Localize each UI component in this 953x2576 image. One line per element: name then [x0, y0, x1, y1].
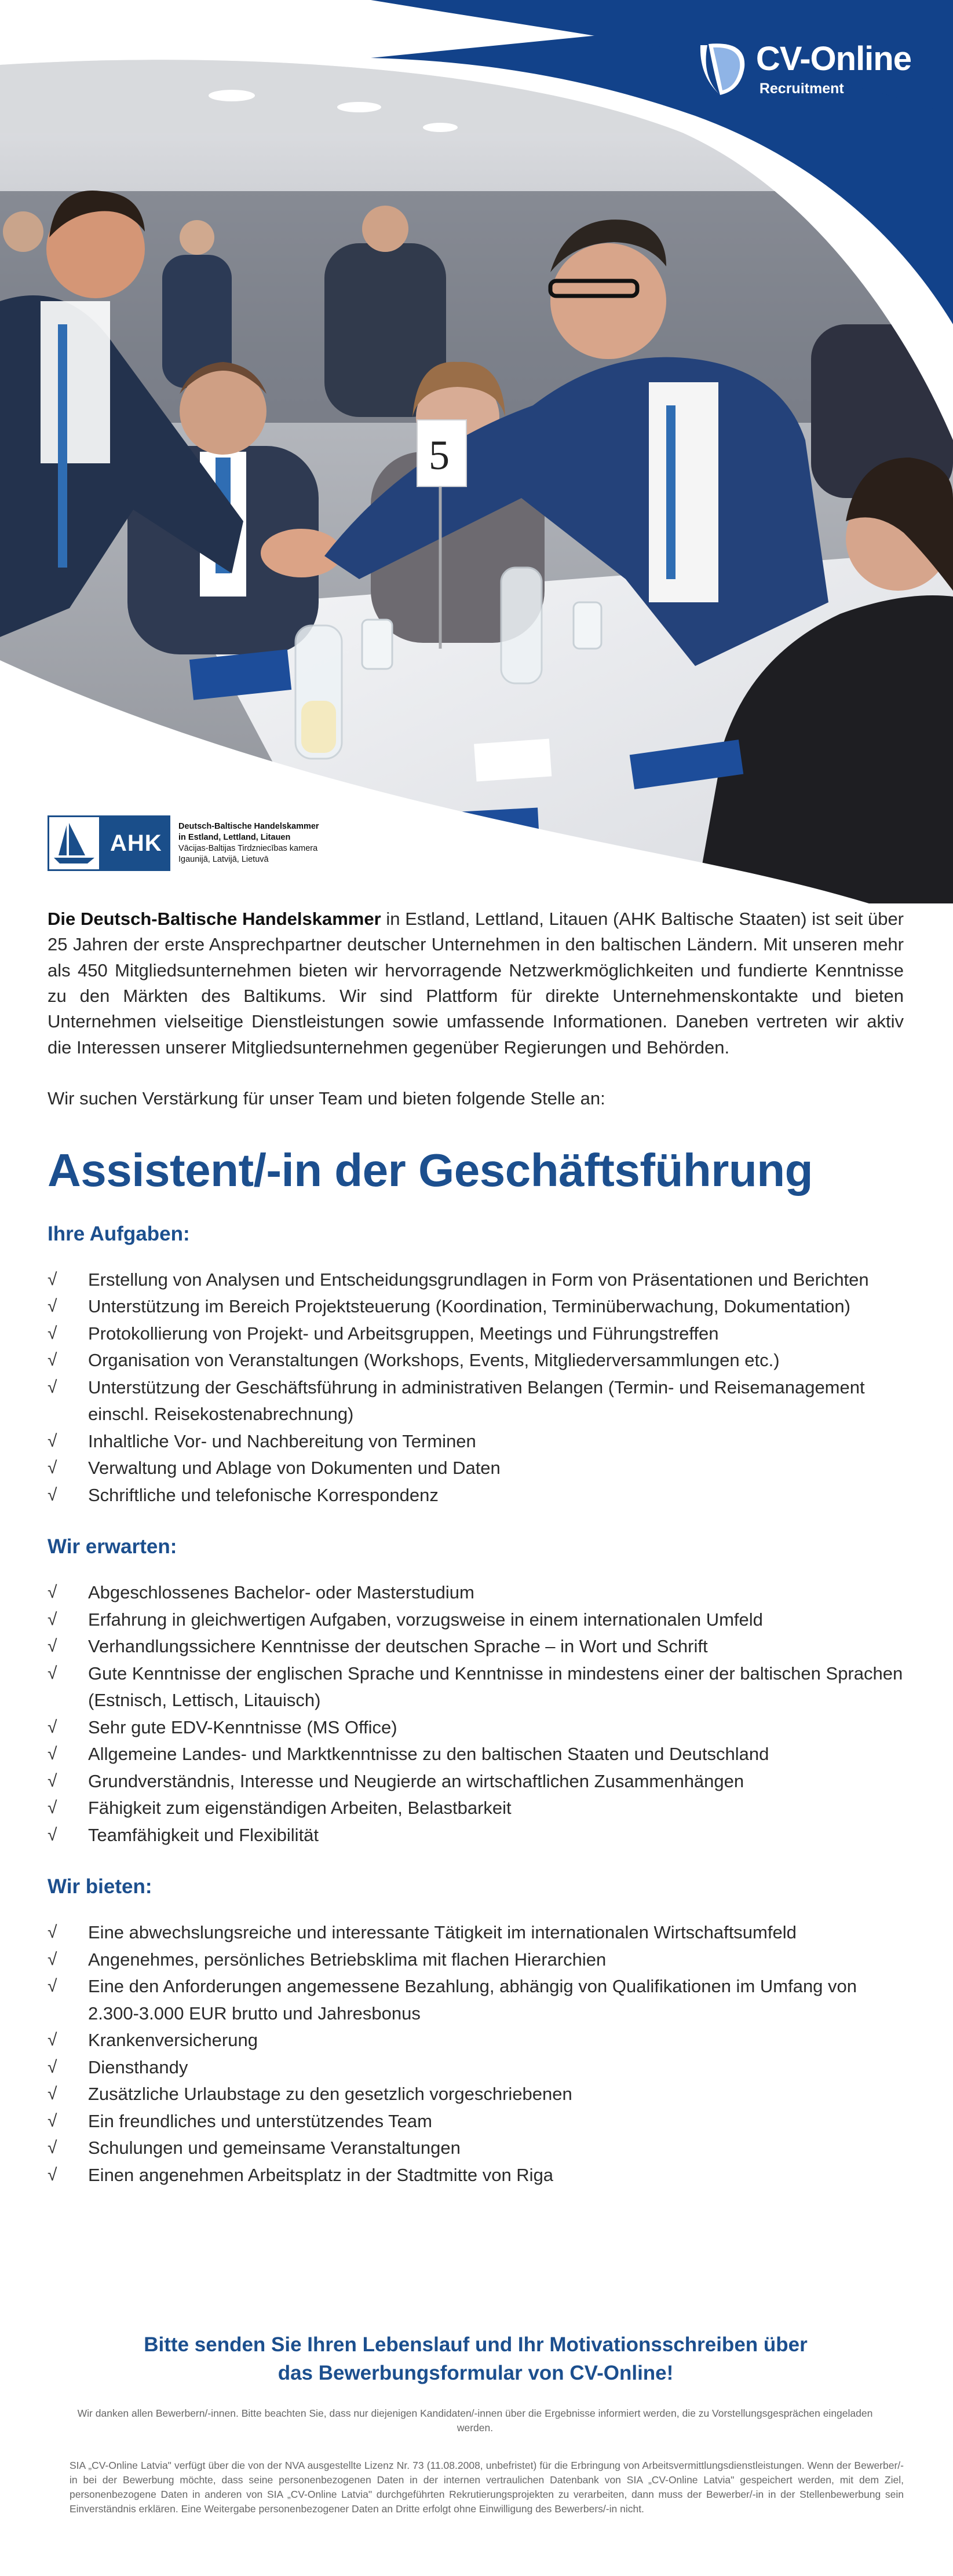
list-item [48, 1347, 904, 1374]
list-item [48, 2108, 904, 2135]
list-item-text: Organisation von Veranstaltungen (Workshops, Events, Mitgliederversammlungen etc.) [88, 1350, 780, 1371]
check-icon: √ [48, 1485, 57, 1505]
list-item-text: Ein freundliches und unterstützendes Team [88, 2110, 432, 2131]
ahk-abbr: AHK [110, 830, 162, 856]
check-icon: √ [48, 1923, 57, 1942]
ship-icon [48, 815, 101, 871]
check-icon: √ [48, 1977, 57, 1996]
legal-note: SIA „CV-Online Latvia" verfügt über die von der NVA ausgestellte Lizenz Nr. 73 (11.08.2008, unbefristet) für die Erbringung von Arbeitsvermittlungsdienstleistungen. Wenn der Bewerber/-in bei der Bewerbung möchte, dass seine personenbezogenen Daten in der internen vertraulichen Datenbank von SIA „CV-Online Latvia" gespeichert werden, mit dem Ziel, personenbezogene Daten in anderen von SIA „CV-Online Latvia" durchgeführten Rekrutierungsprojekten zu verarbeiten, dann muss der Bewerber/-in in der Stellenbewerbung sein Einverständnis erklären. Eine Weitergabe personenbezogener Daten an Dritte erfolgt ohne Einwilligung des Bewerbers/-in nicht. [70, 2460, 904, 2515]
check-icon: √ [48, 1431, 57, 1451]
list-item-text: Eine abwechslungsreiche und interessante Tätigkeit im internationalen Wirtschaftsumfeld [88, 1922, 797, 1943]
list-item-text: Grundverständnis, Interesse und Neugierde an wirtschaftlichen Zusammenhängen [88, 1770, 744, 1791]
list-item-text: Angenehmes, persönliches Betriebsklima mit flachen Hierarchien [88, 1949, 607, 1970]
list-item-text: Erstellung von Analysen und Entscheidungsgrundlagen in Form von Präsentationen und Berichten [88, 1269, 869, 1290]
list-item [48, 2135, 904, 2162]
check-icon: √ [48, 1297, 57, 1316]
check-icon: √ [48, 1717, 57, 1737]
tasks-list [48, 1267, 904, 1509]
check-icon: √ [48, 1583, 57, 1602]
list-item-text: Sehr gute EDV-Kenntnisse (MS Office) [88, 1717, 397, 1737]
check-icon: √ [48, 2138, 57, 2158]
thanks-note: Wir danken allen Bewerbern/-innen. Bitte beachten Sie, dass nur diejenigen Kandidaten/-innen über die Ergebnisse informiert werden, die zu Vorstellungsgesprächen eingeladen werden. [77, 2407, 873, 2434]
check-icon: √ [48, 1323, 57, 1343]
ahk-line2: in Estland, Lettland, Litauen [178, 833, 291, 843]
check-icon: √ [48, 1771, 57, 1791]
list-item-text: Fähigkeit zum eigenständigen Arbeiten, Belastbarkeit [88, 1798, 512, 1818]
list-item [48, 1428, 904, 1455]
list-item-text: Zusätzliche Urlaubstage zu den gesetzlich vorgeschriebenen [88, 2084, 572, 2105]
check-icon: √ [48, 1744, 57, 1764]
list-item-text: Diensthandy [88, 2057, 188, 2077]
cta-line1: Bitte senden Sie Ihren Lebenslauf und Ihr Motivationsschreiben über [144, 2333, 808, 2356]
section-heading-offer: Wir bieten: [48, 1875, 152, 1898]
cv-online-logo [695, 41, 911, 98]
list-item-text: Unterstützung im Bereich Projektsteuerung (Koordination, Terminüberwachung, Dokumentation) [88, 1296, 850, 1317]
list-item-text: Allgemeine Landes- und Marktkenntnisse zu den baltischen Staaten und Deutschland [88, 1744, 769, 1765]
check-icon: √ [48, 2111, 57, 2131]
check-icon: √ [48, 1949, 57, 1969]
ahk-logo [48, 815, 319, 871]
check-icon: √ [48, 1377, 57, 1397]
ahk-badge [48, 815, 170, 871]
call-to-action [48, 2330, 904, 2387]
check-icon: √ [48, 2084, 57, 2104]
list-item [48, 1795, 904, 1822]
list-item [48, 1973, 904, 2027]
company-intro [48, 906, 904, 1060]
list-item-text: Abgeschlossenes Bachelor- oder Masterstudium [88, 1582, 474, 1603]
check-icon: √ [48, 1609, 57, 1629]
check-icon: √ [48, 1663, 57, 1683]
list-item-text: Erfahrung in gleichwertigen Aufgaben, vorzugsweise in einem internationalen Umfeld [88, 1609, 763, 1630]
list-item [48, 2081, 904, 2108]
company-name: Die Deutsch-Baltische Handelskammer [48, 909, 381, 929]
list-item [48, 2027, 904, 2054]
check-icon: √ [48, 2165, 57, 2185]
list-item-text: Verhandlungssichere Kenntnisse der deutschen Sprache – in Wort und Schrift [88, 1636, 708, 1657]
brand-name: CV-Online [755, 39, 911, 78]
job-ad-content [48, 906, 904, 2189]
check-icon: √ [48, 1269, 57, 1289]
list-item-text: Inhaltliche Vor- und Nachbereitung von Terminen [88, 1430, 476, 1451]
ahk-line4: Igaunijā, Latvijā, Lietuvā [178, 854, 269, 864]
list-item [48, 1660, 904, 1714]
table-number-text: 5 [429, 432, 450, 478]
offer-list [48, 1919, 904, 2189]
list-item [48, 1374, 904, 1428]
hero-banner [0, 0, 953, 903]
list-item [48, 1267, 904, 1294]
list-item [48, 1607, 904, 1634]
list-item-text: Schulungen und gemeinsame Veranstaltungen [88, 2138, 461, 2158]
brand-tagline: Recruitment [759, 80, 844, 97]
list-item [48, 1293, 904, 1320]
list-item-text: Unterstützung der Geschäftsführung in administrativen Belangen (Termin- und Reisemanagement einschl. Reisekostenabrechnung) [88, 1377, 865, 1425]
list-item [48, 1768, 904, 1795]
check-icon: √ [48, 1458, 57, 1478]
list-item [48, 1579, 904, 1607]
ahk-line3: Vācijas-Baltijas Tirdzniecības kamera [178, 844, 318, 853]
list-item-text: Protokollierung von Projekt- und Arbeitsgruppen, Meetings und Führungstreffen [88, 1323, 719, 1344]
list-item-text: Einen angenehmen Arbeitsplatz in der Stadtmitte von Riga [88, 2164, 554, 2185]
job-title: Assistent/-in der Geschäftsführung [48, 1144, 813, 1196]
list-item-text: Teamfähigkeit und Flexibilität [88, 1824, 319, 1845]
expectations-list [48, 1579, 904, 1849]
list-item [48, 1714, 904, 1741]
list-item-text: Eine den Anforderungen angemessene Bezahlung, abhängig von Qualifikationen im Umfang von 2.300-3.000 EUR brutto und Jahresbonus [88, 1976, 857, 2024]
list-item [48, 1919, 904, 1946]
cv-online-logo-mark-icon [695, 41, 750, 98]
list-item-text: Gute Kenntnisse der englischen Sprache und Kenntnisse in mindestens einer der baltischen Sprachen (Estnisch, Lettisch, Litauisch) [88, 1663, 903, 1711]
list-item [48, 2162, 904, 2189]
ahk-name-block [178, 821, 319, 865]
section-heading-expect: Wir erwarten: [48, 1535, 177, 1558]
list-item [48, 1822, 904, 1849]
cta-line2: das Bewerbungsformular von CV-Online! [277, 2362, 674, 2384]
check-icon: √ [48, 2057, 57, 2077]
check-icon: √ [48, 2030, 57, 2050]
company-description: in Estland, Lettland, Litauen (AHK Baltische Staaten) ist seit über 25 Jahren der erste Ansprechpartner deutscher Unternehmen in den baltischen Ländern. Mit unseren mehr als 450 Mitgliedsunternehmen bieten wir hervorragende Netzwerkmöglichkeiten und fundierte Kenntnisse zu den Märkten des Baltikums. Wir sind Plattform für direkte Unternehmenskontakte und bieten Unternehmen vielseitige Dienstleistungen sowie umfassende Informationen. Daneben vertreten wir aktiv die Interessen unserer Mitgliedsunternehmen gegenüber Regierungen und Behörden. [48, 909, 904, 1058]
list-item [48, 2054, 904, 2081]
check-icon: √ [48, 1825, 57, 1845]
section-heading-tasks: Ihre Aufgaben: [48, 1222, 190, 1245]
list-item [48, 1455, 904, 1482]
list-item-text: Schriftliche und telefonische Korrespondenz [88, 1484, 439, 1505]
check-icon: √ [48, 1798, 57, 1818]
check-icon: √ [48, 1637, 57, 1656]
list-item [48, 1320, 904, 1348]
list-item [48, 1946, 904, 1974]
check-icon: √ [48, 1351, 57, 1370]
list-item [48, 1741, 904, 1768]
hero-photo [0, 0, 953, 903]
ahk-line1: Deutsch-Baltische Handelskammer [178, 822, 319, 832]
list-item [48, 1482, 904, 1509]
list-item [48, 1633, 904, 1660]
list-item-text: Krankenversicherung [88, 2030, 258, 2051]
lead-sentence: Wir suchen Verstärkung für unser Team und bieten folgende Stelle an: [48, 1088, 605, 1108]
list-item-text: Verwaltung und Ablage von Dokumenten und Daten [88, 1458, 501, 1479]
